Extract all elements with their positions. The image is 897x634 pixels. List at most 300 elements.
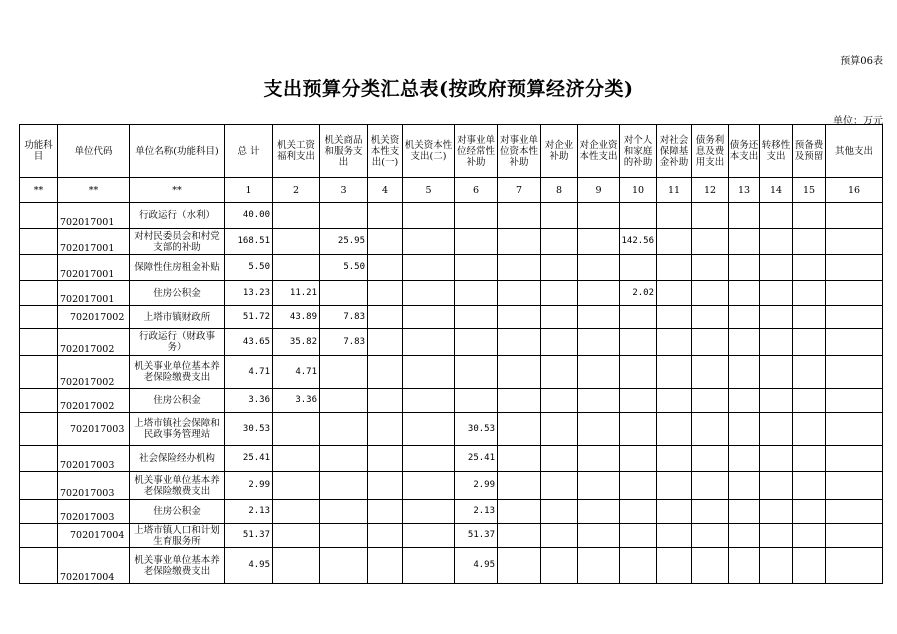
table-row bbox=[20, 356, 883, 389]
value-cell bbox=[403, 306, 455, 329]
value-cell bbox=[273, 229, 320, 255]
value-cell bbox=[760, 229, 793, 255]
unit-code-cell: 702017002 bbox=[58, 389, 130, 413]
value-cell bbox=[826, 446, 883, 472]
value-cell bbox=[692, 229, 729, 255]
unit-name-cell: 社会保险经办机构 bbox=[130, 446, 225, 472]
index-cell: 4 bbox=[368, 178, 403, 203]
value-cell bbox=[368, 548, 403, 584]
value-cell bbox=[403, 413, 455, 446]
unit-name-cell: 行政运行（财政事务） bbox=[130, 329, 225, 356]
value-cell bbox=[793, 203, 826, 229]
value-cell bbox=[692, 548, 729, 584]
value-cell bbox=[541, 281, 578, 306]
value-cell bbox=[760, 524, 793, 548]
value-cell bbox=[729, 500, 760, 524]
value-cell bbox=[729, 413, 760, 446]
value-cell bbox=[620, 413, 657, 446]
unit-code-cell: 702017004 bbox=[58, 524, 130, 548]
value-cell bbox=[620, 446, 657, 472]
value-cell bbox=[320, 472, 368, 500]
value-cell bbox=[620, 389, 657, 413]
value-cell bbox=[826, 524, 883, 548]
function-cell bbox=[20, 446, 58, 472]
function-cell bbox=[20, 356, 58, 389]
value-cell bbox=[273, 524, 320, 548]
value-cell bbox=[403, 548, 455, 584]
index-cell: 14 bbox=[760, 178, 793, 203]
value-cell bbox=[760, 446, 793, 472]
function-cell bbox=[20, 203, 58, 229]
value-cell bbox=[729, 446, 760, 472]
value-cell: 3.36 bbox=[273, 389, 320, 413]
value-cell bbox=[760, 329, 793, 356]
value-cell bbox=[760, 548, 793, 584]
value-cell bbox=[657, 524, 692, 548]
value-cell bbox=[657, 255, 692, 281]
value-cell bbox=[541, 472, 578, 500]
header-cell: 机关资本性支出(一) bbox=[368, 125, 403, 178]
index-cell: 2 bbox=[273, 178, 320, 203]
index-cell: 16 bbox=[826, 178, 883, 203]
index-cell: 3 bbox=[320, 178, 368, 203]
unit-code-cell: 702017001 bbox=[58, 281, 130, 306]
value-cell bbox=[541, 306, 578, 329]
value-cell bbox=[620, 306, 657, 329]
unit-code-cell: 702017003 bbox=[58, 413, 130, 446]
value-cell: 11.21 bbox=[273, 281, 320, 306]
value-cell bbox=[273, 472, 320, 500]
value-cell bbox=[729, 281, 760, 306]
value-cell bbox=[793, 389, 826, 413]
index-cell: 8 bbox=[541, 178, 578, 203]
value-cell bbox=[541, 500, 578, 524]
function-cell bbox=[20, 229, 58, 255]
unit-name-cell: 住房公积金 bbox=[130, 389, 225, 413]
value-cell bbox=[657, 472, 692, 500]
table-row bbox=[20, 389, 883, 413]
value-cell bbox=[320, 548, 368, 584]
index-cell: 11 bbox=[657, 178, 692, 203]
value-cell bbox=[620, 500, 657, 524]
unit-code-cell: 702017001 bbox=[58, 255, 130, 281]
value-cell bbox=[578, 548, 620, 584]
value-cell: 142.56 bbox=[620, 229, 657, 255]
value-cell bbox=[498, 500, 541, 524]
value-cell bbox=[826, 329, 883, 356]
value-cell bbox=[368, 389, 403, 413]
value-cell bbox=[760, 500, 793, 524]
unit-name-cell: 上塔市镇人口和计划生育服务所 bbox=[130, 524, 225, 548]
value-cell bbox=[793, 524, 826, 548]
value-cell bbox=[541, 548, 578, 584]
value-cell bbox=[541, 229, 578, 255]
value-cell: 7.83 bbox=[320, 329, 368, 356]
value-cell: 51.37 bbox=[455, 524, 498, 548]
value-cell bbox=[578, 329, 620, 356]
value-cell bbox=[320, 446, 368, 472]
value-cell bbox=[455, 255, 498, 281]
value-cell bbox=[729, 229, 760, 255]
value-cell bbox=[760, 306, 793, 329]
value-cell bbox=[498, 472, 541, 500]
value-cell bbox=[793, 413, 826, 446]
value-cell bbox=[793, 281, 826, 306]
value-cell bbox=[541, 255, 578, 281]
value-cell bbox=[657, 229, 692, 255]
value-cell bbox=[793, 329, 826, 356]
value-cell bbox=[826, 203, 883, 229]
value-cell: 13.23 bbox=[225, 281, 273, 306]
function-cell bbox=[20, 548, 58, 584]
value-cell bbox=[657, 329, 692, 356]
value-cell: 35.82 bbox=[273, 329, 320, 356]
index-cell: 10 bbox=[620, 178, 657, 203]
table-row bbox=[20, 203, 883, 229]
value-cell bbox=[273, 446, 320, 472]
value-cell bbox=[368, 446, 403, 472]
function-cell bbox=[20, 329, 58, 356]
value-cell bbox=[273, 500, 320, 524]
function-cell bbox=[20, 255, 58, 281]
value-cell bbox=[403, 472, 455, 500]
unit-name-cell: 机关事业单位基本养老保险缴费支出 bbox=[130, 356, 225, 389]
value-cell bbox=[320, 500, 368, 524]
value-cell: 40.00 bbox=[225, 203, 273, 229]
value-cell bbox=[368, 356, 403, 389]
value-cell bbox=[368, 500, 403, 524]
value-cell bbox=[455, 281, 498, 306]
index-cell: 15 bbox=[793, 178, 826, 203]
index-cell: 5 bbox=[403, 178, 455, 203]
value-cell bbox=[498, 329, 541, 356]
value-cell: 4.71 bbox=[273, 356, 320, 389]
value-cell bbox=[826, 306, 883, 329]
table-row bbox=[20, 524, 883, 548]
table-row bbox=[20, 329, 883, 356]
value-cell bbox=[541, 446, 578, 472]
value-cell bbox=[541, 413, 578, 446]
value-cell bbox=[498, 446, 541, 472]
value-cell bbox=[455, 389, 498, 413]
value-cell bbox=[368, 524, 403, 548]
value-cell: 4.71 bbox=[225, 356, 273, 389]
index-cell: ** bbox=[58, 178, 130, 203]
value-cell bbox=[403, 281, 455, 306]
unit-name-cell: 机关事业单位基本养老保险缴费支出 bbox=[130, 548, 225, 584]
table-row bbox=[20, 472, 883, 500]
value-cell bbox=[657, 281, 692, 306]
value-cell bbox=[578, 446, 620, 472]
value-cell: 4.95 bbox=[455, 548, 498, 584]
value-cell: 2.02 bbox=[620, 281, 657, 306]
value-cell bbox=[403, 356, 455, 389]
value-cell bbox=[729, 524, 760, 548]
header-cell: 转移性支出 bbox=[760, 125, 793, 178]
unit-code-cell: 702017003 bbox=[58, 446, 130, 472]
value-cell bbox=[760, 281, 793, 306]
value-cell bbox=[320, 524, 368, 548]
value-cell bbox=[455, 356, 498, 389]
value-cell bbox=[368, 329, 403, 356]
value-cell bbox=[729, 203, 760, 229]
function-cell bbox=[20, 500, 58, 524]
value-cell: 30.53 bbox=[455, 413, 498, 446]
value-cell: 4.95 bbox=[225, 548, 273, 584]
unit-code-cell: 702017001 bbox=[58, 229, 130, 255]
unit-code-cell: 702017002 bbox=[58, 306, 130, 329]
value-cell: 43.65 bbox=[225, 329, 273, 356]
value-cell bbox=[692, 389, 729, 413]
value-cell bbox=[692, 472, 729, 500]
value-cell bbox=[541, 389, 578, 413]
header-cell: 对个人和家庭的补助 bbox=[620, 125, 657, 178]
value-cell bbox=[793, 229, 826, 255]
value-cell: 3.36 bbox=[225, 389, 273, 413]
value-cell bbox=[578, 281, 620, 306]
unit-name-cell: 保障性住房租金补贴 bbox=[130, 255, 225, 281]
table-row bbox=[20, 229, 883, 255]
value-cell bbox=[692, 524, 729, 548]
value-cell bbox=[692, 306, 729, 329]
table-number-label: 预算06表 bbox=[840, 56, 883, 67]
value-cell: 5.50 bbox=[320, 255, 368, 281]
table-row bbox=[20, 281, 883, 306]
value-cell bbox=[793, 255, 826, 281]
value-cell bbox=[692, 446, 729, 472]
value-cell bbox=[692, 281, 729, 306]
table-row bbox=[20, 548, 883, 584]
header-cell: 对事业单位资本性补助 bbox=[498, 125, 541, 178]
value-cell bbox=[692, 203, 729, 229]
value-cell bbox=[729, 329, 760, 356]
value-cell bbox=[620, 356, 657, 389]
unit-code-cell: 702017001 bbox=[58, 203, 130, 229]
value-cell bbox=[273, 548, 320, 584]
value-cell bbox=[578, 524, 620, 548]
value-cell bbox=[657, 389, 692, 413]
value-cell bbox=[657, 306, 692, 329]
value-cell bbox=[657, 548, 692, 584]
index-row bbox=[20, 178, 883, 203]
value-cell bbox=[729, 472, 760, 500]
value-cell bbox=[826, 281, 883, 306]
value-cell bbox=[578, 255, 620, 281]
value-cell: 43.89 bbox=[273, 306, 320, 329]
value-cell bbox=[320, 413, 368, 446]
value-cell bbox=[273, 413, 320, 446]
value-cell bbox=[793, 500, 826, 524]
value-cell bbox=[455, 306, 498, 329]
value-cell bbox=[578, 306, 620, 329]
header-cell: 机关工资福利支出 bbox=[273, 125, 320, 178]
value-cell bbox=[826, 472, 883, 500]
value-cell bbox=[793, 446, 826, 472]
header-cell: 总 计 bbox=[225, 125, 273, 178]
value-cell bbox=[578, 472, 620, 500]
value-cell bbox=[498, 281, 541, 306]
value-cell bbox=[692, 356, 729, 389]
value-cell bbox=[498, 203, 541, 229]
index-cell: ** bbox=[130, 178, 225, 203]
value-cell bbox=[455, 329, 498, 356]
unit-label: 单位：万元 bbox=[833, 116, 883, 127]
header-cell: 债务利息及费用支出 bbox=[692, 125, 729, 178]
value-cell bbox=[498, 548, 541, 584]
value-cell bbox=[403, 203, 455, 229]
value-cell: 7.83 bbox=[320, 306, 368, 329]
value-cell: 2.99 bbox=[455, 472, 498, 500]
value-cell bbox=[793, 306, 826, 329]
value-cell bbox=[692, 329, 729, 356]
index-cell: 1 bbox=[225, 178, 273, 203]
table-row bbox=[20, 500, 883, 524]
value-cell bbox=[403, 329, 455, 356]
unit-code-cell: 702017003 bbox=[58, 472, 130, 500]
header-cell: 对企业资本性支出 bbox=[578, 125, 620, 178]
value-cell bbox=[403, 389, 455, 413]
value-cell bbox=[657, 500, 692, 524]
value-cell bbox=[729, 306, 760, 329]
value-cell bbox=[793, 356, 826, 389]
header-cell: 机关资本性支出(二) bbox=[403, 125, 455, 178]
value-cell: 2.13 bbox=[225, 500, 273, 524]
value-cell bbox=[793, 472, 826, 500]
unit-code-cell: 702017002 bbox=[58, 329, 130, 356]
value-cell bbox=[826, 389, 883, 413]
value-cell bbox=[578, 389, 620, 413]
value-cell bbox=[729, 548, 760, 584]
value-cell bbox=[368, 203, 403, 229]
value-cell bbox=[403, 255, 455, 281]
index-cell: 12 bbox=[692, 178, 729, 203]
value-cell bbox=[578, 413, 620, 446]
index-cell: 13 bbox=[729, 178, 760, 203]
budget-table bbox=[19, 124, 883, 584]
value-cell: 25.95 bbox=[320, 229, 368, 255]
table-row bbox=[20, 255, 883, 281]
unit-name-cell: 对村民委员会和村党支部的补助 bbox=[130, 229, 225, 255]
value-cell bbox=[368, 472, 403, 500]
index-cell: 9 bbox=[578, 178, 620, 203]
value-cell: 2.99 bbox=[225, 472, 273, 500]
header-cell: 其他支出 bbox=[826, 125, 883, 178]
header-cell: 对社会保障基金补助 bbox=[657, 125, 692, 178]
unit-name-cell: 机关事业单位基本养老保险缴费支出 bbox=[130, 472, 225, 500]
value-cell: 51.37 bbox=[225, 524, 273, 548]
value-cell bbox=[368, 255, 403, 281]
value-cell bbox=[498, 356, 541, 389]
value-cell bbox=[692, 500, 729, 524]
value-cell bbox=[729, 356, 760, 389]
value-cell bbox=[692, 255, 729, 281]
header-cell: 单位名称(功能科目) bbox=[130, 125, 225, 178]
value-cell bbox=[273, 255, 320, 281]
value-cell: 5.50 bbox=[225, 255, 273, 281]
value-cell bbox=[578, 500, 620, 524]
index-cell: 7 bbox=[498, 178, 541, 203]
header-cell: 债务还本支出 bbox=[729, 125, 760, 178]
value-cell bbox=[320, 281, 368, 306]
value-cell bbox=[657, 356, 692, 389]
unit-name-cell: 上塔市镇社会保障和民政事务管理站 bbox=[130, 413, 225, 446]
value-cell bbox=[455, 203, 498, 229]
unit-code-cell: 702017002 bbox=[58, 356, 130, 389]
value-cell bbox=[760, 203, 793, 229]
value-cell bbox=[541, 356, 578, 389]
value-cell bbox=[320, 203, 368, 229]
value-cell bbox=[368, 306, 403, 329]
value-cell bbox=[760, 472, 793, 500]
function-cell bbox=[20, 472, 58, 500]
value-cell bbox=[541, 203, 578, 229]
value-cell bbox=[368, 413, 403, 446]
value-cell bbox=[403, 524, 455, 548]
value-cell bbox=[368, 229, 403, 255]
value-cell bbox=[320, 356, 368, 389]
value-cell bbox=[657, 446, 692, 472]
value-cell bbox=[826, 356, 883, 389]
unit-code-cell: 702017003 bbox=[58, 500, 130, 524]
value-cell bbox=[760, 356, 793, 389]
value-cell: 2.13 bbox=[455, 500, 498, 524]
value-cell bbox=[541, 524, 578, 548]
value-cell bbox=[320, 389, 368, 413]
value-cell bbox=[826, 255, 883, 281]
unit-name-cell: 住房公积金 bbox=[130, 281, 225, 306]
value-cell: 168.51 bbox=[225, 229, 273, 255]
value-cell bbox=[578, 229, 620, 255]
value-cell bbox=[620, 472, 657, 500]
value-cell bbox=[620, 548, 657, 584]
header-cell: 对事业单位经常性补助 bbox=[455, 125, 498, 178]
value-cell bbox=[498, 524, 541, 548]
value-cell bbox=[729, 389, 760, 413]
value-cell bbox=[273, 203, 320, 229]
value-cell: 30.53 bbox=[225, 413, 273, 446]
value-cell bbox=[692, 413, 729, 446]
value-cell bbox=[620, 203, 657, 229]
value-cell bbox=[760, 413, 793, 446]
value-cell bbox=[826, 548, 883, 584]
value-cell bbox=[578, 356, 620, 389]
unit-name-cell: 上塔市镇财政所 bbox=[130, 306, 225, 329]
header-cell: 单位代码 bbox=[58, 125, 130, 178]
value-cell bbox=[729, 255, 760, 281]
table-row bbox=[20, 446, 883, 472]
value-cell bbox=[620, 255, 657, 281]
value-cell bbox=[541, 329, 578, 356]
value-cell bbox=[498, 389, 541, 413]
value-cell bbox=[498, 255, 541, 281]
value-cell: 25.41 bbox=[455, 446, 498, 472]
value-cell: 25.41 bbox=[225, 446, 273, 472]
value-cell bbox=[403, 500, 455, 524]
unit-name-cell: 行政运行（水利） bbox=[130, 203, 225, 229]
value-cell bbox=[826, 413, 883, 446]
value-cell: 51.72 bbox=[225, 306, 273, 329]
header-cell: 对企业补助 bbox=[541, 125, 578, 178]
table-row bbox=[20, 413, 883, 446]
value-cell bbox=[760, 389, 793, 413]
value-cell bbox=[578, 203, 620, 229]
unit-code-cell: 702017004 bbox=[58, 548, 130, 584]
value-cell bbox=[368, 281, 403, 306]
index-cell: 6 bbox=[455, 178, 498, 203]
value-cell bbox=[403, 446, 455, 472]
index-cell: ** bbox=[20, 178, 58, 203]
table-row bbox=[20, 306, 883, 329]
